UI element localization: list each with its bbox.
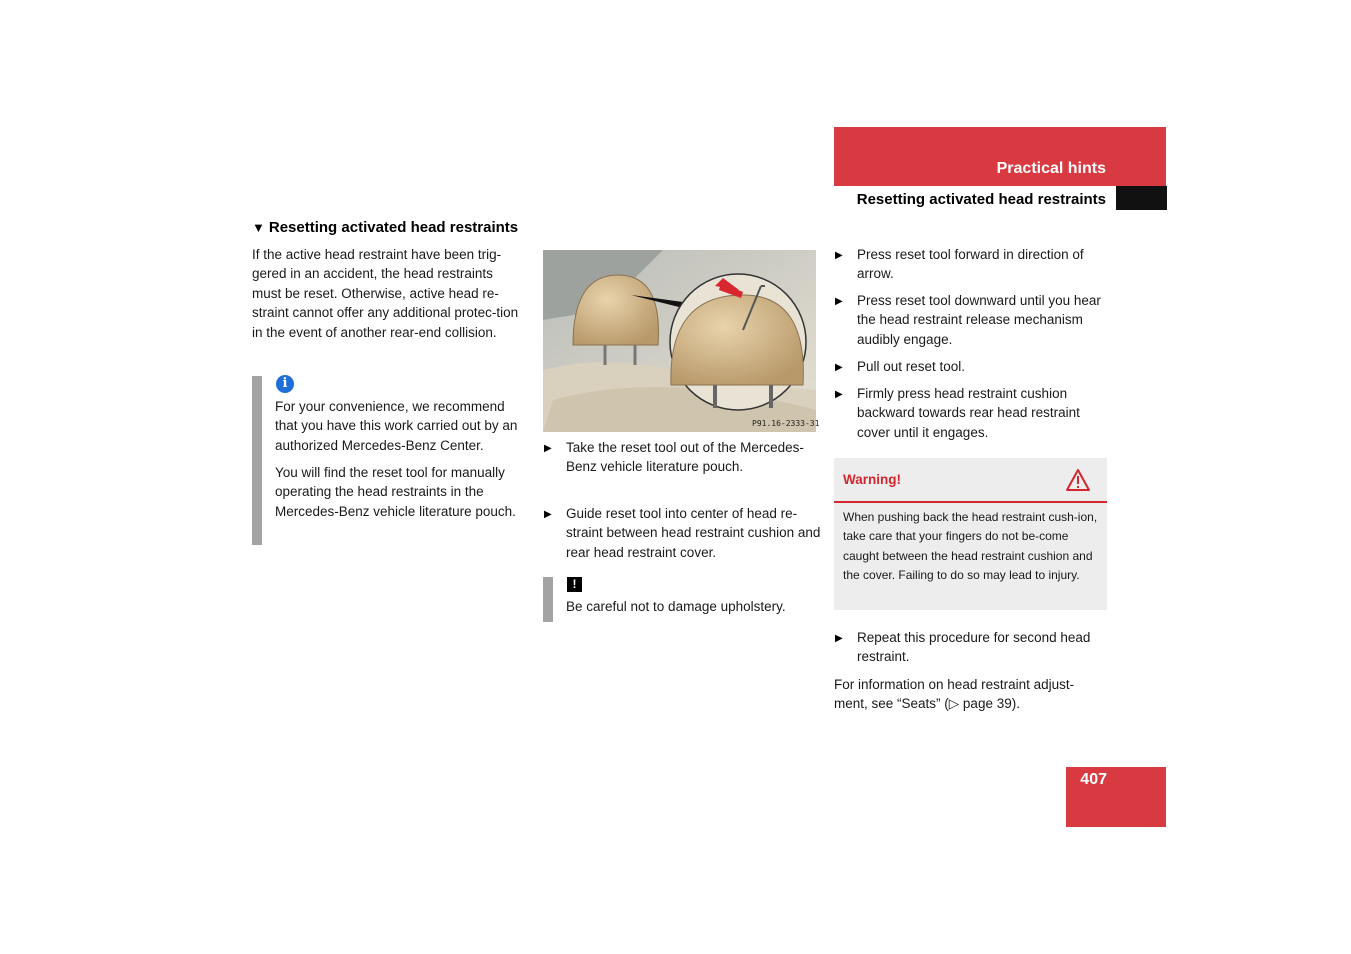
warning-text: When pushing back the head restraint cush-ion, take care that your fingers do not be-come caught between the head restraint cushion and the cover. Failing to do so may lead to injury. [843, 510, 1098, 582]
bullet-arrow-icon: ▶ [835, 389, 843, 400]
info-icon: i [276, 375, 294, 393]
step-repeat [835, 628, 1112, 667]
bullet-arrow-icon: ▶ [544, 443, 552, 454]
bullet-arrow-icon: ▶ [544, 509, 552, 520]
warning-divider [834, 501, 1107, 503]
step-text: Firmly press head restraint cushion backward towards rear head restraint cover until it engages. [857, 386, 1080, 440]
step-guide-tool [544, 504, 821, 562]
caution-text: Be careful not to damage upholstery. [566, 599, 786, 614]
cross-reference-paragraph: For information on head restraint adjust-ment, see “Seats” (▷ page 39). [834, 677, 1075, 712]
bullet-arrow-icon: ▶ [835, 633, 843, 644]
step-text: Repeat this procedure for second head restraint. [857, 630, 1091, 665]
head-restraint-illustration [543, 250, 816, 432]
bullet-arrow-icon: ▶ [835, 362, 843, 373]
bullet-arrow-icon: ▶ [835, 296, 843, 307]
step-press-downward [835, 291, 1112, 349]
info-note-bar [252, 376, 262, 545]
step-take-tool [544, 438, 821, 477]
step-text: Take the reset tool out of the Mercedes-Benz vehicle literature pouch. [566, 440, 804, 475]
warning-triangle-icon [1065, 468, 1091, 492]
section-heading [252, 219, 518, 236]
step-text: Guide reset tool into center of head re-straint between head restraint cushion and rear head restraint cover. [566, 506, 821, 560]
bullet-arrow-icon: ▶ [835, 250, 843, 261]
step-text: Press reset tool forward in direction of arrow. [857, 247, 1084, 282]
intro-paragraph: If the active head restraint have been trig-gered in an accident, the head restraints must be reset. Otherwise, active head re-straint cannot offer any additional protec-tion in the event of another rear-end collision. [252, 247, 519, 340]
step-pull-out [835, 357, 1112, 376]
section-marker [1116, 186, 1167, 210]
page-number: 407 [1080, 771, 1107, 788]
exclamation-icon: ! [567, 577, 582, 592]
step-press-cushion [835, 384, 1112, 442]
step-text: Pull out reset tool. [857, 359, 966, 374]
section-title: Resetting activated head restraints [856, 191, 1106, 208]
figure-label: P91.16-2333-31 [752, 419, 820, 428]
triangle-down-icon: ▼ [252, 220, 265, 235]
step-press-forward [835, 245, 1112, 284]
caution-note-bar [543, 577, 553, 622]
warning-title: Warning! [843, 472, 901, 487]
step-text: Press reset tool downward until you hear the head restraint release mechanism audibly engage. [857, 293, 1101, 347]
chapter-title: Practical hints [996, 160, 1106, 177]
section-heading-text: Resetting activated head restraints [268, 219, 519, 236]
info-note-paragraph-2: You will find the reset tool for manually operating the head restraints in the Mercedes-Benz vehicle literature pouch. [275, 465, 516, 519]
head-restraint-drawing [543, 250, 816, 432]
info-note-paragraph-1: For your convenience, we recommend that you have this work carried out by an authorized Mercedes-Benz Center. [275, 399, 518, 453]
